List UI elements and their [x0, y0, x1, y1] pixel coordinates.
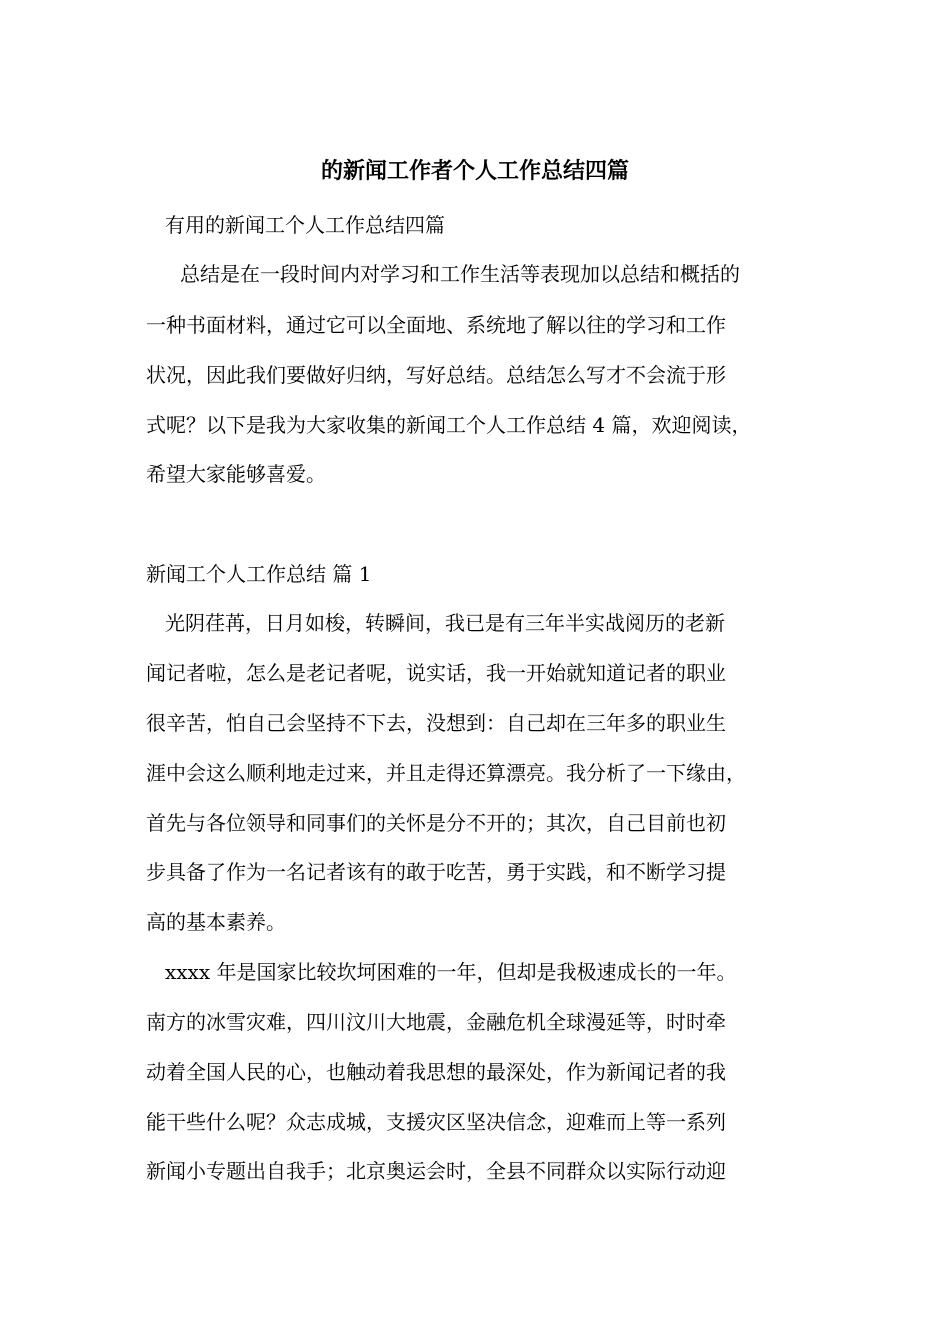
paragraph-line: 新闻小专题出自我手；北京奥运会时，全县不同群众以实际行动迎	[146, 1159, 726, 1183]
intro-line: 总结是在一段时间内对学习和工作生活等表现加以总结和概括的	[180, 262, 740, 286]
intro-line: 一种书面材料，通过它可以全面地、系统地了解以往的学习和工作	[146, 313, 726, 337]
paragraph-line: 闻记者啦，怎么是老记者呢，说实话，我一开始就知道记者的职业	[146, 661, 726, 685]
intro-line: 状况，因此我们要做好归纳，写好总结。总结怎么写才不会流于形	[146, 363, 726, 387]
paragraph-line: 高的基本素养。	[146, 910, 286, 934]
paragraph-line: 能干些什么呢？众志成城，支援灾区坚决信念，迎难而上等一系列	[146, 1110, 726, 1134]
document-subtitle: 有用的新闻工个人工作总结四篇	[165, 213, 445, 237]
intro-line: 希望大家能够喜爱。	[146, 462, 326, 486]
paragraph-line: 南方的冰雪灾难，四川汶川大地震，金融危机全球漫延等，时时牵	[146, 1010, 726, 1034]
paragraph-line: 步具备了作为一名记者该有的敢于吃苦，勇于实践，和不断学习提	[146, 860, 726, 884]
document-title: 的新闻工作者个人工作总结四篇	[320, 158, 629, 184]
paragraph-line: 很辛苦，怕自己会坚持不下去，没想到：自己却在三年多的职业生	[146, 711, 726, 735]
paragraph-line: 涯中会这么顺利地走过来，并且走得还算漂亮。我分析了一下缘由，	[146, 761, 746, 785]
section-heading: 新闻工个人工作总结 篇 1	[146, 562, 372, 586]
paragraph-line: 光阴荏苒，日月如梭，转瞬间，我已是有三年半实战阅历的老新	[165, 611, 725, 635]
intro-line: 式呢？以下是我为大家收集的新闻工个人工作总结 4 篇，欢迎阅读，	[146, 413, 752, 437]
paragraph-line: 动着全国人民的心，也触动着我思想的最深处，作为新闻记者的我	[146, 1060, 726, 1084]
paragraph-line: 首先与各位领导和同事们的关怀是分不开的；其次，自己目前也初	[146, 811, 726, 835]
paragraph-line: xxxx 年是国家比较坎坷困难的一年，但却是我极速成长的一年。	[165, 960, 737, 984]
